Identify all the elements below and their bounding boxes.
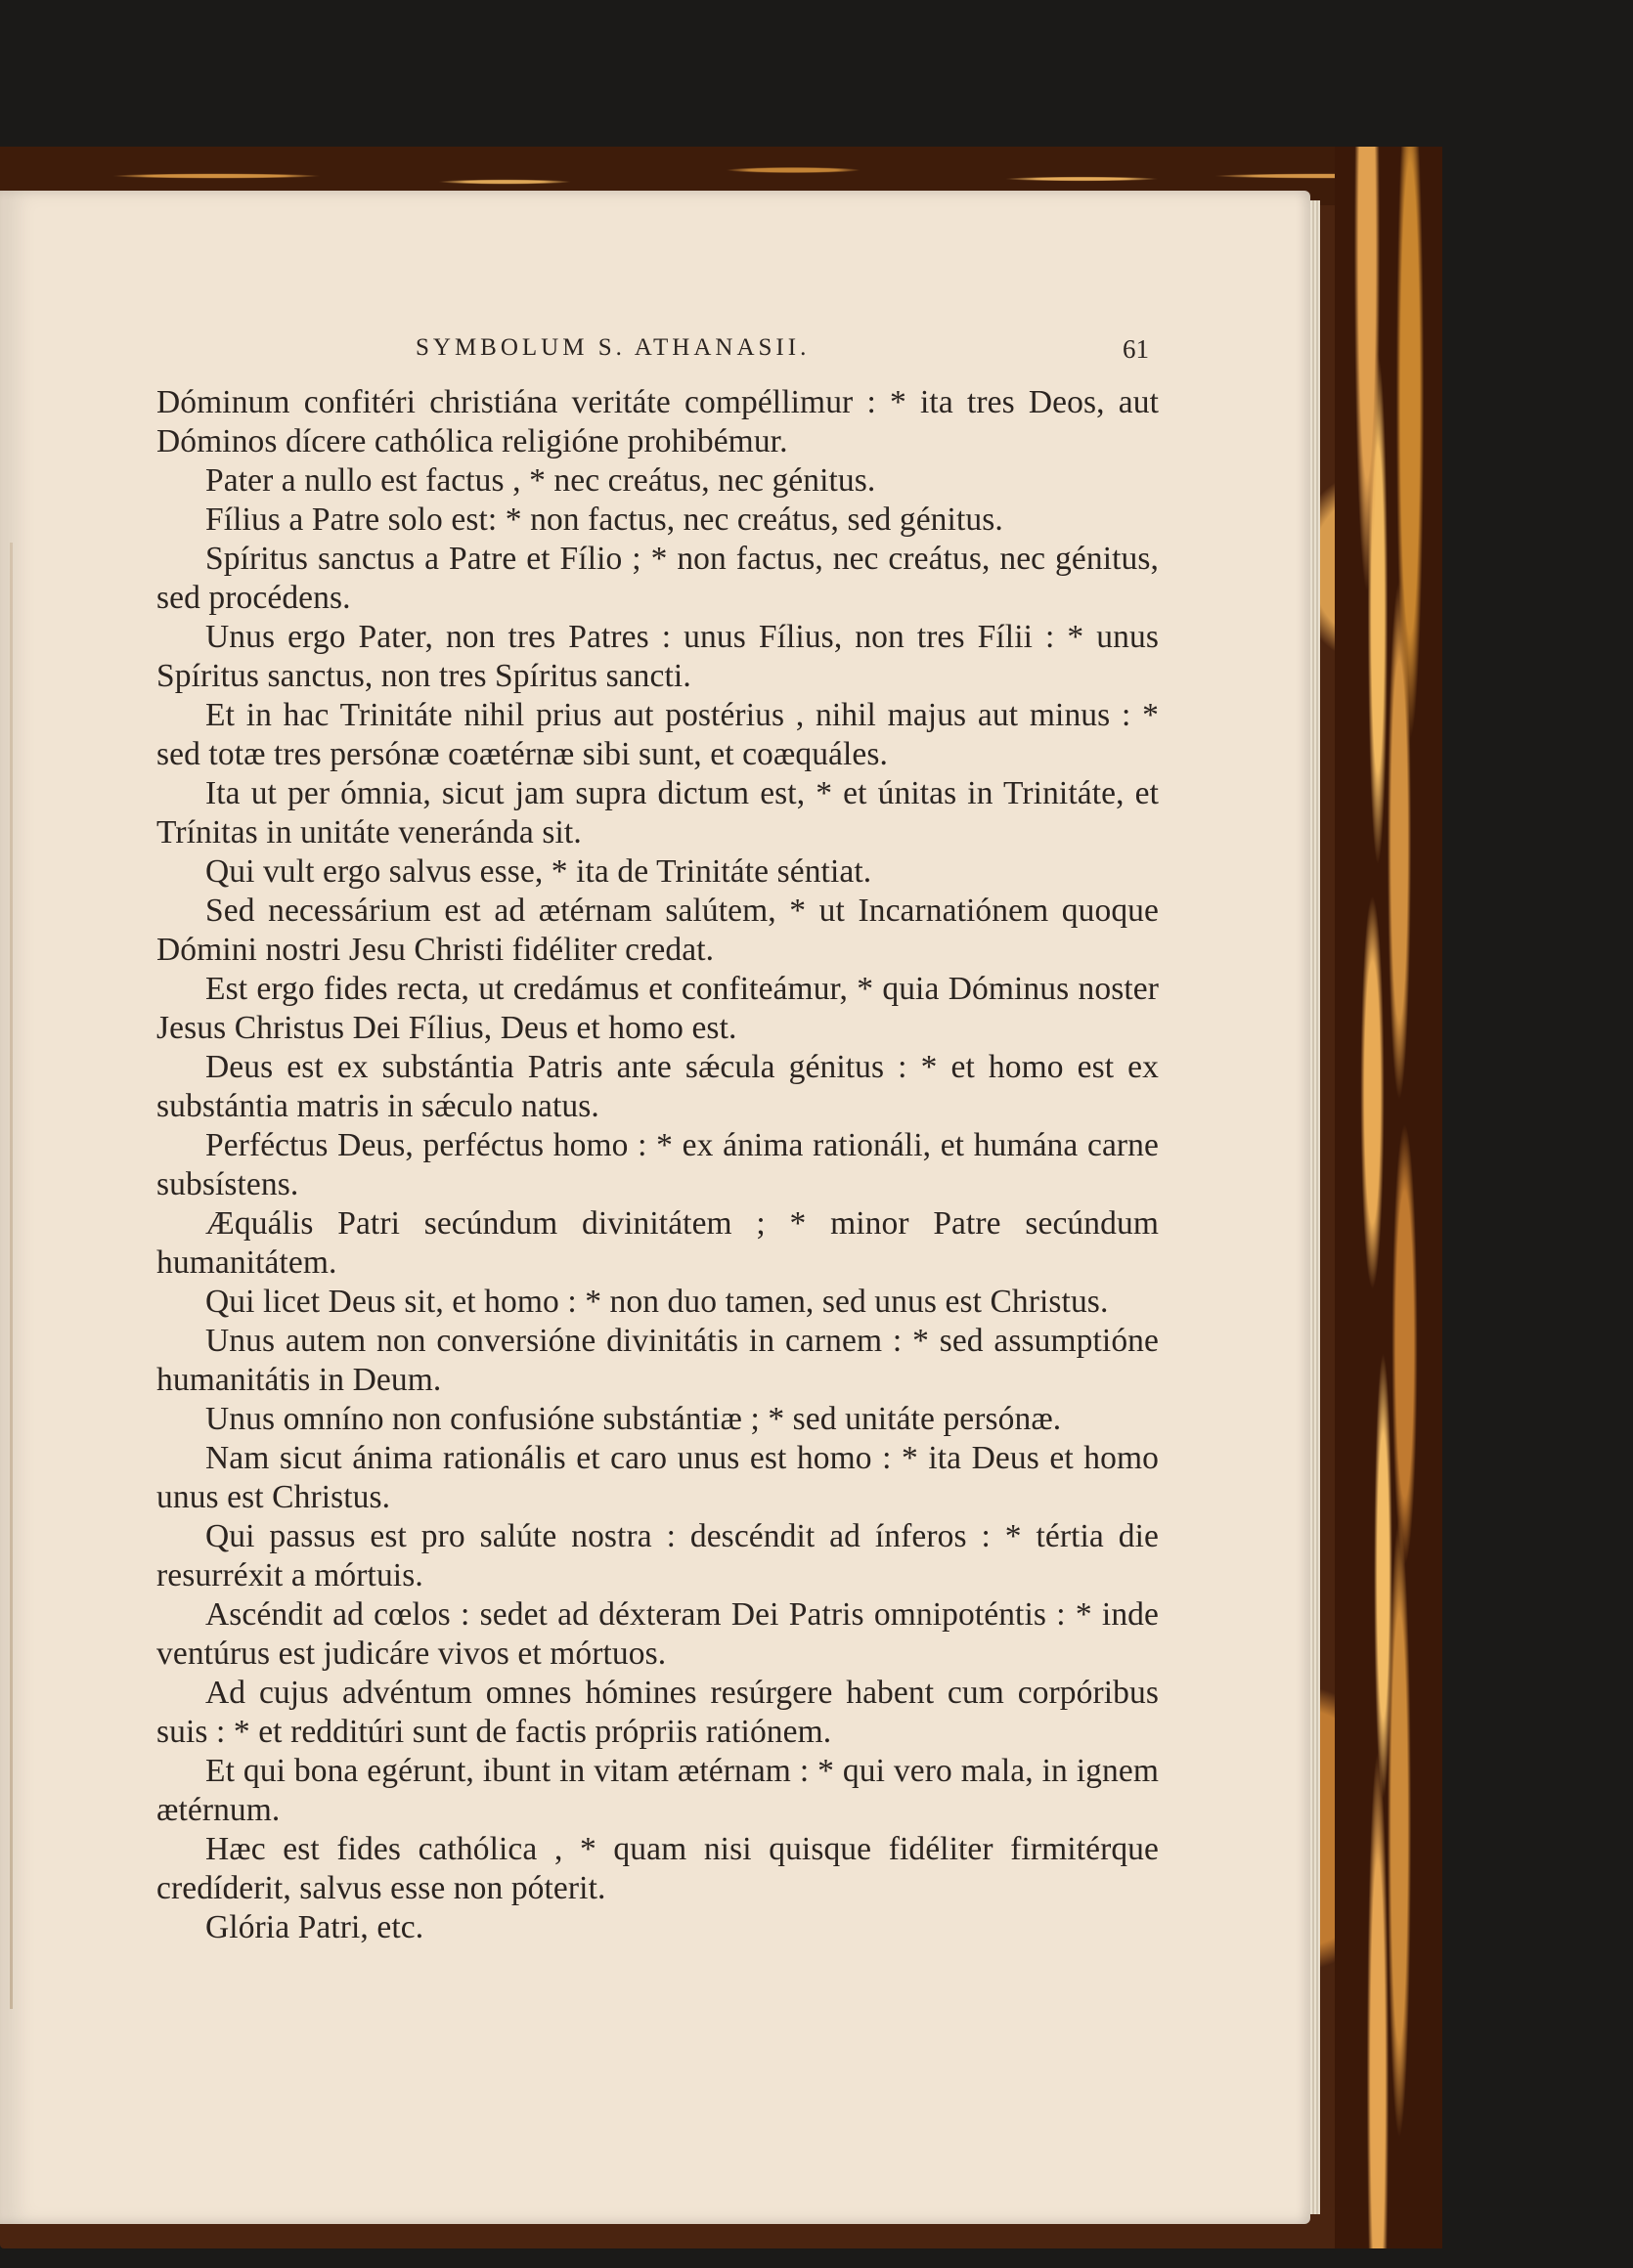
verse: Deus est ex substántia Patris ante sǽcula génitus : * et homo est ex substántia matris in sǽculo natus.	[156, 1049, 1159, 1124]
book-cover-right-edge	[1335, 147, 1442, 2248]
verse: Ascéndit ad cœlos : sedet ad déxteram Dei Patris omnipoténtis : * inde ventúrus est judicáre vivos et mórtuos.	[156, 1596, 1159, 1672]
verse: Qui passus est pro salúte nostra : descéndit ad ínferos : * tértia die resurréxit a mórtuis.	[156, 1518, 1159, 1593]
verse: Unus omníno non confusióne substántiæ ; * sed unitáte persónæ.	[205, 1401, 1062, 1437]
creed-text	[156, 383, 1159, 1947]
verse: Est ergo fides recta, ut credámus et confiteámur, * quia Dóminus noster Jesus Christus Dei Fílius, Deus et homo est.	[156, 971, 1159, 1046]
verse: Fílius a Patre solo est: * non factus, nec creátus, sed génitus.	[205, 502, 1003, 538]
verse: Qui vult ergo salvus esse, * ita de Trinitáte séntiat.	[205, 853, 872, 890]
verse: Pater a nullo est factus , * nec creátus, nec génitus.	[205, 462, 876, 499]
verse: Sed necessárium est ad ætérnam salútem, * ut Incarnatiónem quoque Dómini nostri Jesu Christi fidéliter credat.	[156, 893, 1159, 968]
page-number: 61	[1123, 334, 1149, 364]
running-head: SYMBOLUM S. ATHANASII.	[416, 334, 811, 361]
verse: Nam sicut ánima rationális et caro unus est homo : * ita Deus et homo unus est Christus.	[156, 1440, 1159, 1515]
verse: Dóminum confitéri christiána veritáte compéllimur : * ita tres Deos, aut Dóminos dícere cathólica religióne prohibémur.	[156, 384, 1159, 459]
verse: Unus ergo Pater, non tres Patres : unus Fílius, non tres Fílii : * unus Spíritus sanctus, non tres Spíritus sancti.	[156, 619, 1159, 694]
gutter-shadow	[10, 543, 13, 2009]
verse: Glória Patri, etc.	[205, 1909, 424, 1945]
verse: Ad cujus advéntum omnes hómines resúrgere habent cum corpóribus suis : * et redditúri sunt de factis própriis ratiónem.	[156, 1675, 1159, 1750]
verse: Ita ut per ómnia, sicut jam supra dictum est, * et únitas in Trinitáte, et Trínitas in unitáte veneránda sit.	[156, 775, 1159, 850]
verse: Qui licet Deus sit, et homo : * non duo tamen, sed unus est Christus.	[205, 1284, 1109, 1320]
verse: Et qui bona egérunt, ibunt in vitam ætérnam : * qui vero mala, in ignem ætérnum.	[156, 1753, 1159, 1828]
verse: Spíritus sanctus a Patre et Fílio ; * non factus, nec creátus, nec génitus, sed procédens.	[156, 541, 1159, 616]
verse: Perféctus Deus, perféctus homo : * ex ánima rationáli, et humána carne subsístens.	[156, 1127, 1159, 1202]
verse: Hæc est fides cathólica , * quam nisi quisque fidéliter firmitérque credíderit, salvus esse non póterit.	[156, 1831, 1159, 1906]
page-header	[156, 334, 1149, 373]
verse: Unus autem non conversióne divinitátis in carnem : * sed assumptióne humanitátis in Deum.	[156, 1323, 1159, 1398]
verse: Et in hac Trinitáte nihil prius aut postérius , nihil majus aut minus : * sed totæ tres persónæ coætérnæ sibi sunt, et coæquáles.	[156, 697, 1159, 772]
verse: Æquális Patri secúndum divinitátem ; * minor Patre secúndum humanitátem.	[156, 1205, 1159, 1281]
